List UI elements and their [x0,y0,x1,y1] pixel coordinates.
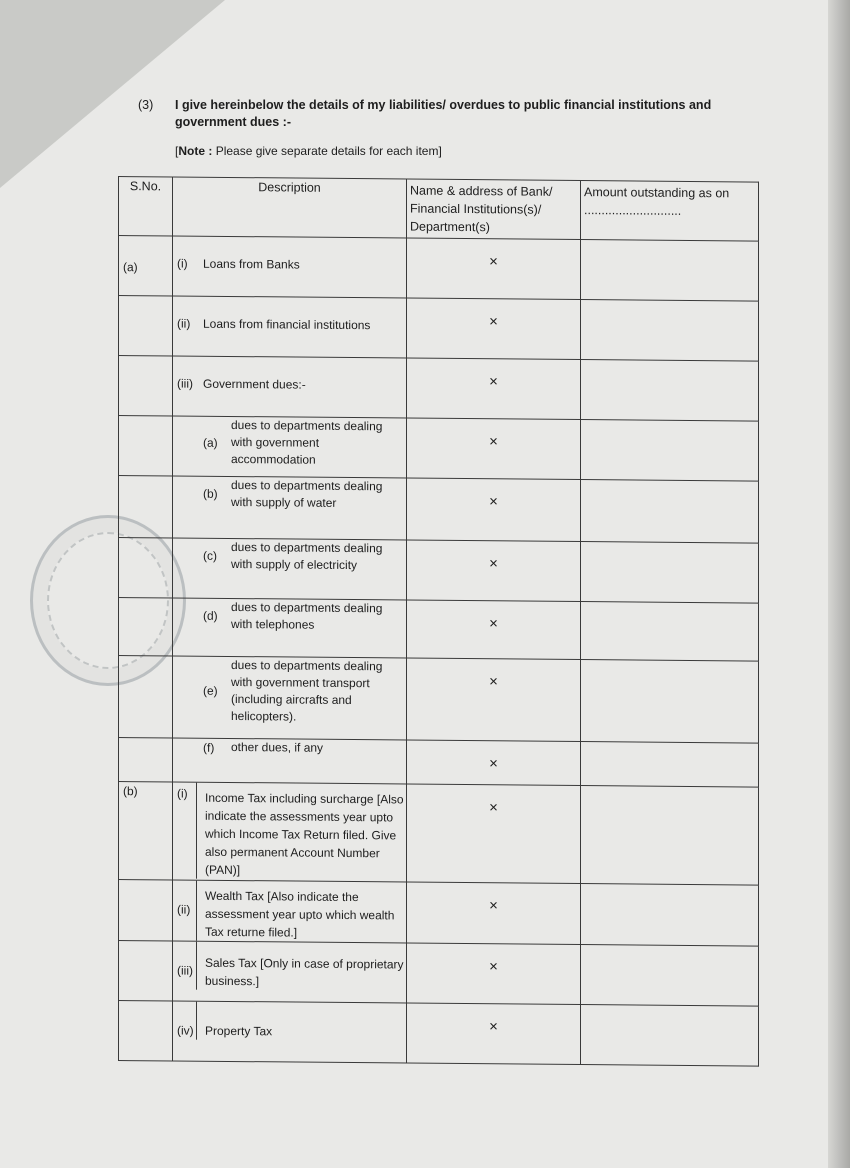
row-amount [581,786,759,886]
item-number: (3) [138,98,154,112]
row-bank-mark: × [407,298,581,360]
row-bank-mark: × [407,1003,581,1065]
row-description [173,236,407,298]
header-description: Description [173,177,407,238]
header-amount: Amount outstanding as on ............................ [581,181,759,242]
row-bank-mark: × [407,740,581,786]
row-label: (c) [203,548,217,563]
note-open-bracket: [ [175,144,179,158]
table-row [119,782,759,886]
row-sno [119,880,173,941]
row-amount [581,240,759,302]
row-text: Sales Tax [Only in case of proprietary business.] [205,955,404,989]
row-label: (i) [177,256,188,271]
row-description [173,598,407,658]
row-bank-mark: × [407,478,581,542]
row-amount [581,660,759,744]
table-row [119,656,759,744]
row-description [173,476,407,540]
row-description [173,656,407,740]
liabilities-table [118,176,759,1067]
row-text: Wealth Tax [Also indicate the assessment year upto which wealth Tax returne filed.] [205,888,395,940]
row-amount [581,1005,759,1067]
row-amount [581,420,759,482]
row-text: Loans from financial institutions [203,316,371,333]
row-amount [581,480,759,544]
row-sno: (a) [119,236,173,296]
table-row [119,941,759,1007]
row-sno [119,1001,173,1061]
row-amount [581,884,759,947]
table-row [119,416,759,482]
row-label: (a) [203,435,218,450]
row-label: (iii) [177,376,193,391]
row-bank-mark: × [407,784,581,884]
row-sno [119,941,173,1001]
row-amount [581,742,759,788]
row-bank-mark: × [407,943,581,1005]
header-bank: Name & address of Bank/ Financial Institutions(s)/ Department(s) [407,179,581,240]
row-label: (i) [173,782,197,878]
row-label: (e) [203,683,218,698]
row-bank-mark: × [407,658,581,742]
row-label: (d) [203,608,218,623]
row-text: dues to departments dealing with government transport (including aircrafts and helicopters). [231,657,383,724]
row-label: (b) [203,486,218,501]
table-row [119,1001,759,1067]
row-amount [581,945,759,1007]
row-description [173,738,407,784]
row-amount [581,360,759,422]
row-label: (iii) [173,941,197,989]
row-text: Property Tax [205,1023,273,1039]
table-row [119,538,759,604]
row-sno [119,598,173,656]
table-row [119,356,759,422]
row-description [173,1001,407,1063]
row-amount [581,602,759,662]
table-row [119,236,759,302]
row-description [173,416,407,478]
row-sno [119,416,173,476]
row-bank-mark: × [407,418,581,480]
row-sno [119,656,173,738]
row-amount [581,542,759,604]
row-label: (f) [203,740,215,755]
row-text: dues to departments dealing with telephones [231,599,383,632]
note-line [175,144,442,158]
table-header-row [119,177,759,242]
header-sno: S.No. [119,177,173,236]
row-bank-mark: × [407,882,581,945]
row-label: (iv) [173,1001,197,1039]
row-text: dues to departments dealing with supply of electricity [231,539,383,573]
row-description [173,941,407,1003]
row-sno: (b) [119,782,173,880]
table-row [119,880,759,947]
table-row [119,296,759,362]
row-text: Loans from Banks [203,256,300,272]
row-text: dues to departments dealing with government accommodation [231,417,383,467]
note-label: Note : [178,144,213,158]
row-sno [119,296,173,356]
row-bank-mark: × [407,600,581,660]
row-label: (ii) [173,880,197,940]
table-row [119,598,759,662]
row-sno [119,738,173,782]
row-text: other dues, if any [231,739,324,755]
row-description [173,782,407,882]
row-label: (ii) [177,316,191,331]
section-heading: I give hereinbelow the details of my liabilities/ overdues to public financial institutions and government dues :- [175,98,712,129]
row-text: dues to departments dealing with supply of water [231,477,383,510]
row-description [173,356,407,418]
table-row [119,738,759,788]
row-text: Income Tax including surcharge [Also indicate the assessments year upto which Income Tax Return filed. Give also permanent Account Number (PAN)] [205,790,404,878]
page-edge-shadow [828,0,850,1168]
row-bank-mark: × [407,238,581,300]
row-sno [119,538,173,598]
row-sno [119,476,173,538]
row-description [173,538,407,600]
row-bank-mark: × [407,540,581,602]
row-bank-mark: × [407,358,581,420]
row-sno [119,356,173,416]
row-description [173,296,407,358]
note-text: Please give separate details for each item] [215,144,442,158]
row-description [173,880,407,943]
table-row [119,476,759,544]
row-amount [581,300,759,362]
row-text: Government dues:- [203,376,306,392]
